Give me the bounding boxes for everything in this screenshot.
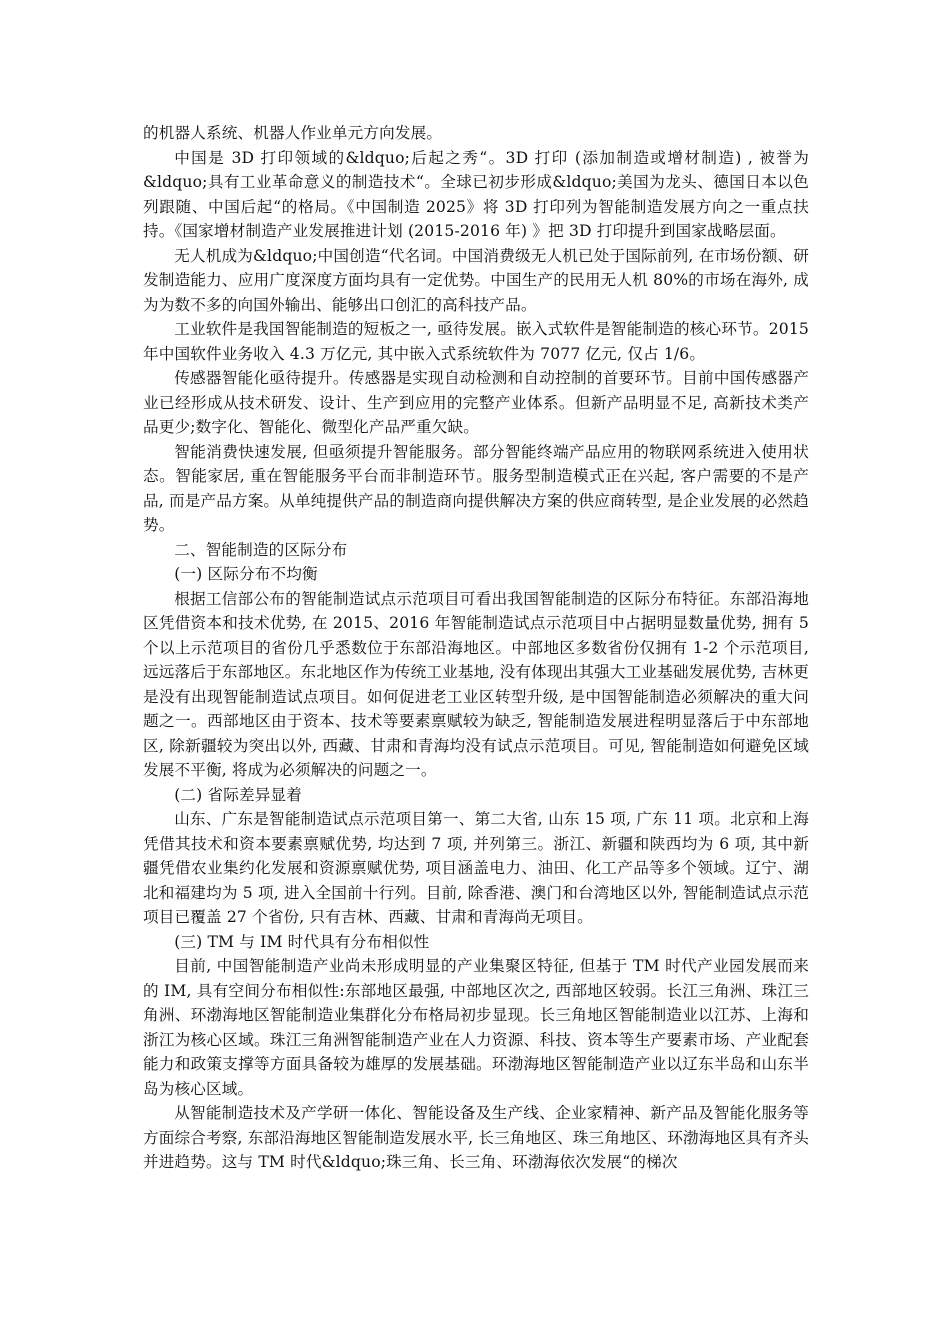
document-body xyxy=(143,121,809,1175)
paragraph-clusters: 目前, 中国智能制造产业尚未形成明显的产业集聚区特征, 但基于 TM 时代产业园发展而来的 IM, 具有空间分布相似性:东部地区最强, 中部地区次之, 西部地区较弱。长江三角洲、珠江三角洲、环渤海地区智能制造业集群化分布格局初步显现。长三角地区智能制造业以江苏、上海和浙江为核心区域。珠江三角洲智能制造产业在人力资源、科技、资本等生产要素市场、产业配套能力和政策支撑等方面具备较为雄厚的发展基础。环渤海地区智能制造产业以辽东半岛和山东半岛为核心区域。 xyxy=(143,957,809,1098)
subheading-tm-im-similarity: (三) TM 与 IM 时代具有分布相似性 xyxy=(174,932,430,951)
paragraph-smart-consumption: 智能消费快速发展, 但亟须提升智能服务。部分智能终端产品应用的物联网系统进入使用状态。智能家居, 重在智能服务平台而非制造环节。服务型制造模式正在兴起, 客户需要的不是产品, 而是产品方案。从单纯提供产品的制造商向提供解决方案的供应商转型, 是企业发展的必然趋势。 xyxy=(143,442,809,534)
paragraph-regional-analysis: 根据工信部公布的智能制造试点示范项目可看出我国智能制造的区际分布特征。东部沿海地区凭借资本和技术优势, 在 2015、2016 年智能制造试点示范项目中占据明显数量优势, 拥有 5 个以上示范项目的省份几乎悉数位于东部沿海地区。中部地区多数省份仅拥有 1-2 个示范项目, 远远落后于东部地区。东北地区作为传统工业基地, 没有体现出其强大工业基础发展优势, 吉林更是没有出现智能制造试点项目。如何促进老工业区转型升级, 是中国智能制造必须解决的重大问题之一。西部地区由于资本、技术等要素禀赋较为缺乏, 智能制造发展进程明显落后于中东部地区, 除新疆较为突出以外, 西藏、甘肃和青海均没有试点示范项目。可见, 智能制造如何避免区域发展不平衡, 将成为必须解决的问题之一。 xyxy=(143,589,809,779)
paragraph-comprehensive-review: 从智能制造技术及产学研一体化、智能设备及生产线、企业家精神、新产品及智能化服务等方面综合考察, 东部沿海地区智能制造发展水平, 长三角地区、珠三角地区、环渤海地区具有齐头并进趋势。这与 TM 时代&ldquo;珠三角、长三角、环渤海依次发展“的梯次 xyxy=(143,1104,809,1171)
paragraph-drones: 无人机成为&ldquo;中国创造“代名词。中国消费级无人机已处于国际前列, 在市场份额、研发制造能力、应用广度深度方面均具有一定优势。中国生产的民用无人机 80%的市场在海外, 成为为数不多的向国外输出、能够出口创汇的高科技产品。 xyxy=(143,246,809,314)
subheading-provincial-differences: (二) 省际差异显着 xyxy=(174,785,302,804)
section-heading-regional-distribution: 二、智能制造的区际分布 xyxy=(174,540,348,559)
paragraph-1: 的机器人系统、机器人作业单元方向发展。 xyxy=(143,124,443,142)
paragraph-sensors: 传感器智能化亟待提升。传感器是实现自动检测和自动控制的首要环节。目前中国传感器产业已经形成从技术研发、设计、生产到应用的完整产业体系。但新产品明显不足, 高新技术类产品更少;数字化、智能化、微型化产品严重欠缺。 xyxy=(143,369,809,436)
subheading-uneven-distribution: (一) 区际分布不均衡 xyxy=(174,565,318,583)
paragraph-industrial-software: 工业软件是我国智能制造的短板之一, 亟待发展。嵌入式软件是智能制造的核心环节。2015 年中国软件业务收入 4.3 万亿元, 其中嵌入式系统软件为 7077 亿元, 仅占 1/6。 xyxy=(143,320,809,363)
paragraph-3d-printing: 中国是 3D 打印领域的&ldquo;后起之秀“。3D 打印 (添加制造或增材制造) , 被誉为&ldquo;具有工业革命意义的制造技术“。全球已初步形成&ldquo;美国为龙头、德国日本以色列跟随、中国后起“的格局。《中国制造 2025》将 3D 打印列为智能制造发展方向之一重点扶持。《国家增材制造产业发展推进计划 (2015-2016 年) 》把 3D 打印提升到国家战略层面。 xyxy=(143,148,809,240)
paragraph-provincial-analysis: 山东、广东是智能制造试点示范项目第一、第二大省, 山东 15 项, 广东 11 项。北京和上海凭借其技术和资本要素禀赋优势, 均达到 7 项, 并列第三。浙江、新疆和陕西均为 6 项, 其中新疆凭借农业集约化发展和资源禀赋优势, 项目涵盖电力、油田、化工产品等多个领域。辽宁、湖北和福建均为 5 项, 进入全国前十行列。目前, 除香港、澳门和台湾地区以外, 智能制造试点示范项目已覆盖 27 个省份, 只有吉林、西藏、甘肃和青海尚无项目。 xyxy=(143,810,809,926)
